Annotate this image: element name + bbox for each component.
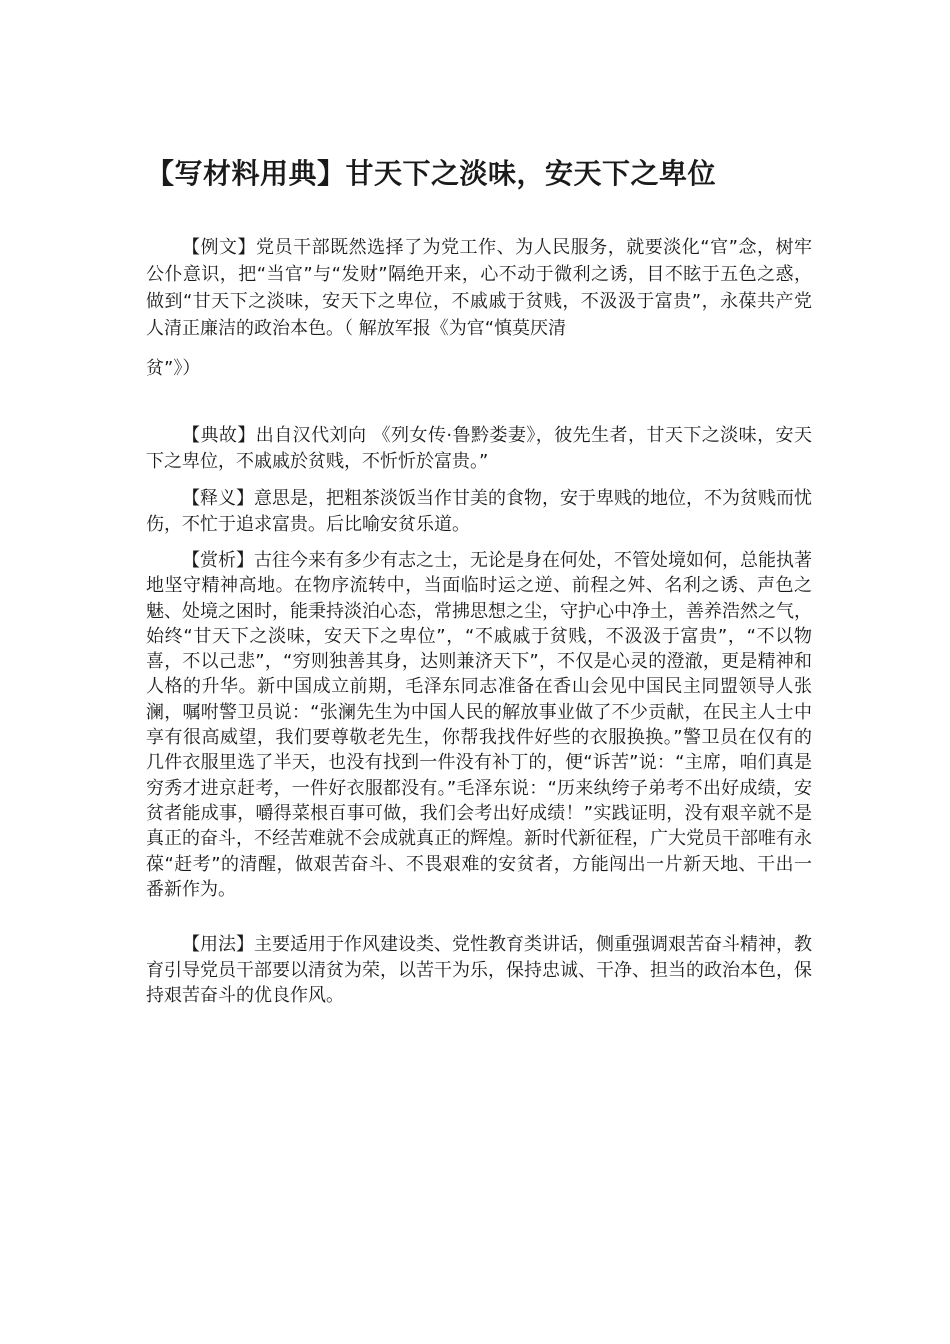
usage-tag: 【用法】 bbox=[182, 934, 254, 955]
example-paragraph bbox=[146, 234, 812, 392]
example-tag: 【例文】 bbox=[182, 237, 257, 258]
example-text: 党员干部既然选择了为党工作、为人民服务，就要淡化“官”念，树牢公仆意识，把“当官”与“发财”隔绝开来，心不动于微利之诱，目不眩于五色之惑，做到“甘天下之淡味，安天下之卑位，不戚戚于贫贱，不汲汲于富贵”，永葆共产党人清正廉洁的政治本色。 bbox=[146, 237, 812, 339]
document-title: 【写材料用典】甘天下之淡味，安天下之卑位 bbox=[146, 157, 717, 190]
analysis-paragraph bbox=[146, 548, 812, 902]
example-source-line2: 贫”》） bbox=[146, 358, 201, 379]
allusion-paragraph bbox=[146, 423, 812, 474]
allusion-text: 出自汉代刘向 《列女传·鲁黔娄妻》，彼先生者，甘天下之淡味，安天下之卑位，不戚戚於贫贱，不忻忻於富贵。” bbox=[146, 425, 812, 472]
allusion-tag: 【典故】 bbox=[182, 425, 256, 446]
analysis-tag: 【赏析】 bbox=[182, 550, 254, 571]
meaning-tag: 【释义】 bbox=[182, 488, 254, 509]
analysis-text: 古往今来有多少有志之士，无论是身在何处，不管处境如何，总能执著地坚守精神高地。在物序流转中，当面临时运之逆、前程之舛、名利之诱、声色之魅、处境之困时，能秉持淡泊心态，常拂思想之尘，守护心中净土，善养浩然之气，始终“甘天下之淡味，安天下之卑位”，“不戚戚于贫贱，不汲汲于富贵”，“不以物喜，不以己悲”，“穷则独善其身，达则兼济天下”，不仅是心灵的澄澈，更是精神和人格的升华。新中国成立前期，毛泽东同志准备在香山会见中国民主同盟领导人张澜，嘱咐警卫员说：“张澜先生为中国人民的解放事业做了不少贡献，在民主人士中享有很高威望，我们要尊敬老先生，你帮我找件好些的衣服换换。”警卫员在仅有的几件衣服里选了半天，也没有找到一件没有补丁的，便“诉苦”说：“主席，咱们真是穷秀才进京赶考，一件好衣服都没有。”毛泽东说：“历来纨绔子弟考不出好成绩，安贫者能成事，嚼得菜根百事可做，我们会考出好成绩！”实践证明，没有艰辛就不是真正的奋斗，不经苦难就不会成就真正的辉煌。新时代新征程，广大党员干部唯有永葆“赶考”的清醒，做艰苦奋斗、不畏艰难的安贫者，方能闯出一片新天地、干出一番新作为。 bbox=[146, 550, 812, 900]
usage-text: 主要适用于作风建设类、党性教育类讲话，侧重强调艰苦奋斗精神，教育引导党员干部要以清贫为荣，以苦干为乐，保持忠诚、干净、担当的政治本色，保持艰苦奋斗的优良作风。 bbox=[146, 934, 812, 1006]
usage-paragraph bbox=[146, 932, 812, 1009]
example-source-line1: （ 解放军报《为官“慎莫厌清 bbox=[344, 318, 567, 339]
meaning-text: 意思是，把粗茶淡饭当作甘美的食物，安于卑贱的地位，不为贫贱而忧伤，不忙于追求富贵。后比喻安贫乐道。 bbox=[146, 488, 812, 535]
meaning-paragraph bbox=[146, 486, 812, 537]
